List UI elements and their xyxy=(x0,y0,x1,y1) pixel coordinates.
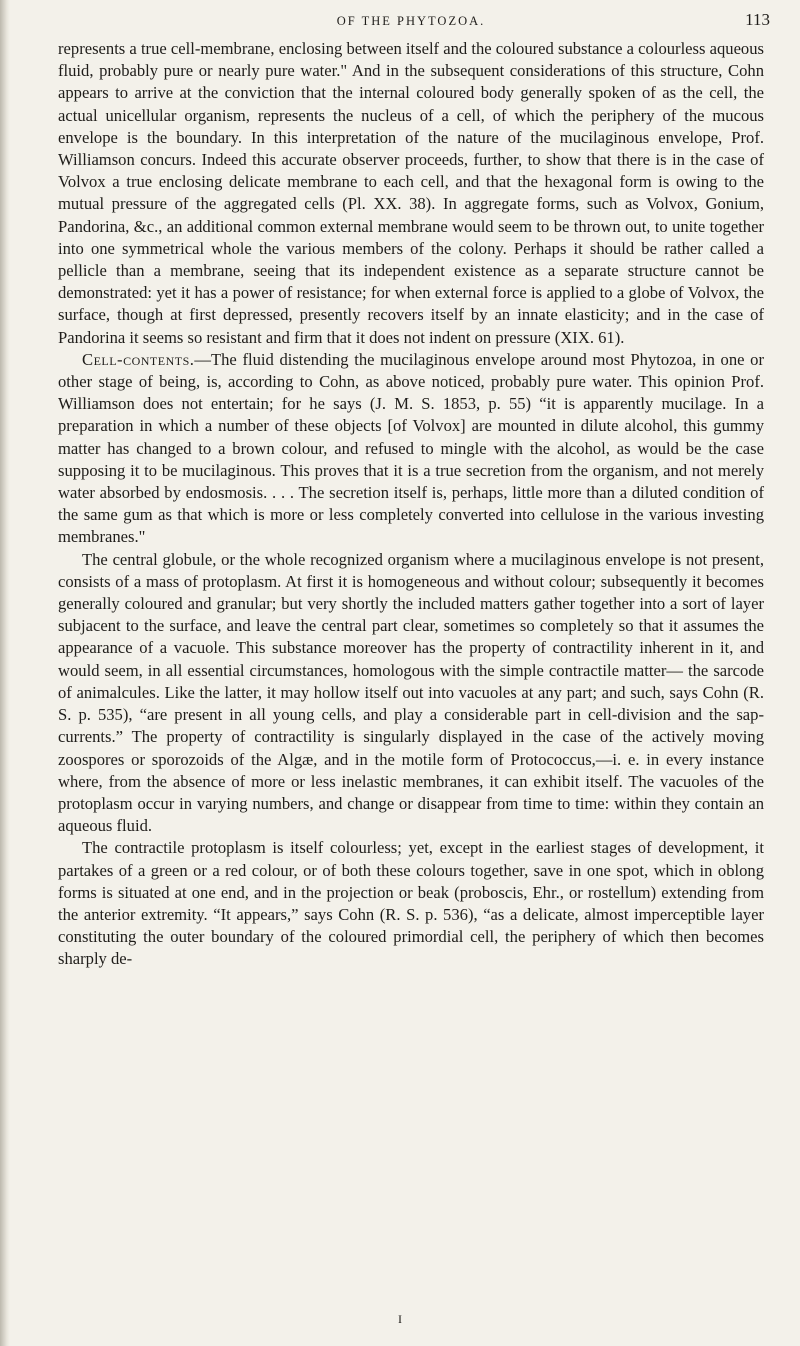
body-text xyxy=(58,38,764,971)
cell-contents-text: —The fluid distending the mucilaginous envelope around most Phytozoa, in one or other stage of being, is, according to Cohn, as above noticed, probably pure water. This opinion Prof. Williamson does not entertain; for he says (J. M. S. 1853, p. 55) “it is apparently mucilage. In a preparation in which a number of these objects [of Volvox] are mounted in dilute alcohol, this gummy matter has changed to a brown colour, and refused to mingle with the alcohol, as would be the case supposing it to be mucilaginous. This proves that it is a true secretion from the organism, and not merely water absorbed by endosmosis. . . . The secretion itself is, perhaps, little more than a diluted condition of the same gum as that which is more or less completely converted into cellulose in the various investing membranes." xyxy=(58,349,764,547)
paragraph-contractile-protoplasm: The contractile protoplasm is itself colourless; yet, except in the earliest stages of development, it partakes of a green or a red colour, or of both these colours together, save in one spot, which in oblong forms is situated at one end, and in the projection or beak (proboscis, Ehr., or rostellum) extending from the anterior extremity. “It appears,” says Cohn (R. S. p. 536), “as a delicate, almost imperceptible layer constituting the outer boundary of the coloured primordial cell, the periphery of which then becomes sharply de- xyxy=(58,838,764,969)
paragraph-central-globule: The central globule, or the whole recognized organism where a mucilaginous envelope is not present, consists of a mass of protoplasm. At first it is homogeneous and without colour; subsequently it becomes generally coloured and granular; but very shortly the included matters gather together into a sort of layer subjacent to the surface, and leave the central part clear, sometimes so completely so that it assumes the appearance of a vacuole. This substance moreover has the property of contractility inherent in it, and would seem, in all essential circumstances, homologous with the simple contractile matter— the sarcode of animalcules. Like the latter, it may hollow itself out into vacuoles at any part; and such, says Cohn (R. S. p. 535), “are present in all young cells, and play a considerable part in cell-division and the sap-currents.” The property of contractility is singularly displayed in the case of the actively moving zoospores or sporozoids of the Algæ, and in the motile form of Protococcus,—i. e. in every instance where, from the absence of more or less inelastic membranes, it can exhibit itself. The vacuoles of the protoplasm occur in varying numbers, and change or disappear from time to time: within they contain an aqueous fluid. xyxy=(58,549,764,836)
running-title: OF THE PHYTOZOA. xyxy=(336,14,486,28)
page-header xyxy=(40,8,782,38)
section-heading-cell-contents: Cell-contents. xyxy=(82,349,195,369)
page-binding-shadow xyxy=(0,0,10,1346)
paragraph-cell-contents xyxy=(58,349,764,549)
signature-mark: I xyxy=(398,1312,402,1326)
paragraph-membrane: represents a true cell-membrane, enclosing between itself and the coloured substance a colourless aqueous fluid, probably pure or nearly pure water." And in the subsequent considerations of this structure, Cohn appears to arrive at the conviction that the internal coloured body generally spoken of as the cell, the actual unicellular organism, represents the nucleus of a cell, of which the periphery of the mucous envelope is the boundary. In this interpretation of the nature of the mucilaginous envelope, Prof. Williamson concurs. Indeed this accurate observer proceeds, further, to show that there is in the case of Volvox a true enclosing delicate membrane to each cell, and that the hexagonal form is owing to the mutual pressure of the aggregated cells (Pl. XX. 38). In aggregate forms, such as Volvox, Gonium, Pandorina, &c., an additional common external membrane would seem to be thrown out, to unite together into one symmetrical whole the various members of the colony. Perhaps it should be rather called a pellicle than a membrane, seeing that its independent existence as a separate structure cannot be demonstrated: yet it has a power of resistance; for when external force is applied to a globe of Volvox, the surface, though at first depressed, presently recovers itself by an innate elasticity; and in the case of Pandorina it seems so resistant and firm that it does not indent on pressure (XIX. 61). xyxy=(58,39,764,347)
page-number: 113 xyxy=(745,10,770,29)
